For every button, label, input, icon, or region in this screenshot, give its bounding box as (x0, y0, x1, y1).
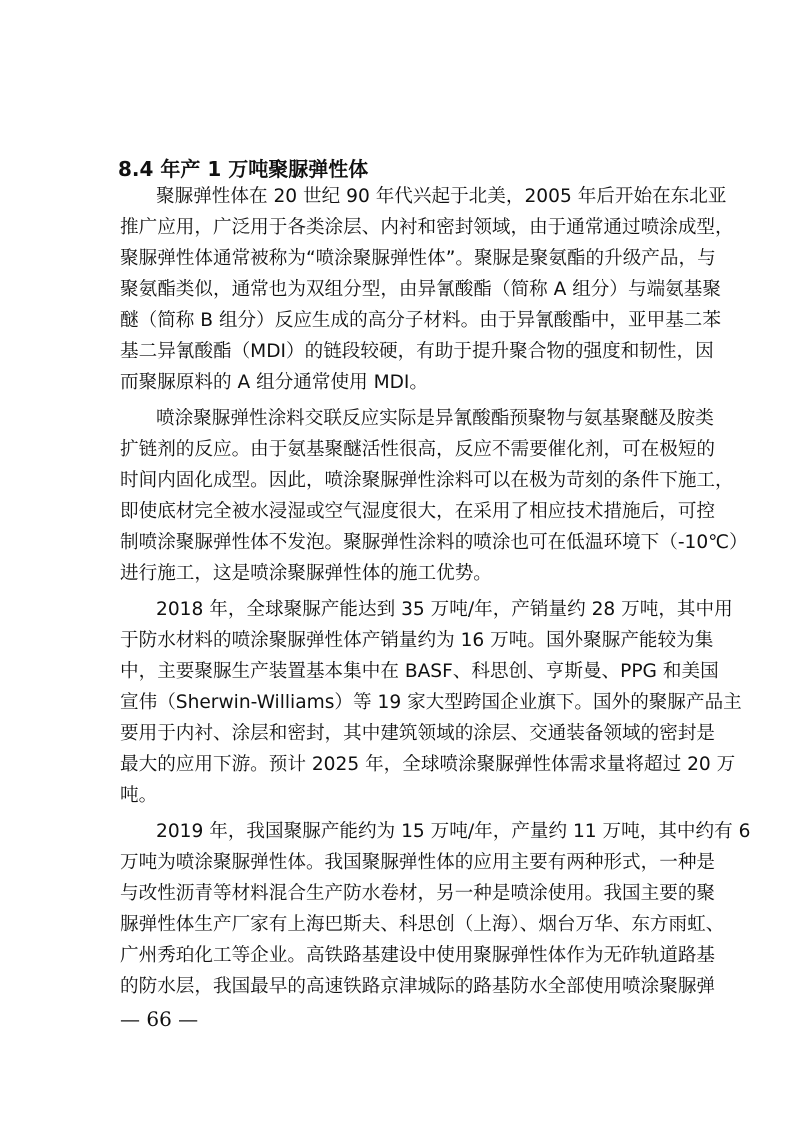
text-line: 制喷涂聚脲弹性体不发泡。聚脲弹性涂料的喷涂也可在低温环境下（-10℃） (120, 532, 748, 553)
text-line: 聚氨酯类似，通常也为双组分型，由异氰酸酯（简称 A 组分）与端氨基聚 (120, 279, 721, 300)
text-line: 时间内固化成型。因此，喷涂聚脲弹性涂料可以在极为苛刻的条件下施工， (120, 470, 734, 491)
text-line: 聚脲弹性体在 20 世纪 90 年代兴起于北美，2005 年后开始在东北亚 (156, 186, 727, 207)
text-line: 中，主要聚脲生产装置基本集中在 BASF、科思创、亨斯曼、PPG 和美国 (120, 661, 719, 682)
text-line: 推广应用，广泛用于各类涂层、内衬和密封领域，由于通常通过喷涂成型， (120, 217, 734, 238)
text-line: 醚（简称 B 组分）反应生成的高分子材料。由于异氰酸酯中，亚甲基二苯 (120, 310, 721, 331)
text-line: 要用于内衬、涂层和密封，其中建筑领域的涂层、交通装备领域的密封是 (120, 723, 716, 744)
text-line: 与改性沥青等材料混合生产防水卷材，另一种是喷涂使用。我国主要的聚 (120, 883, 716, 904)
text-line: 喷涂聚脲弹性涂料交联反应实际是异氰酸酯预聚物与氨基聚醚及胺类 (156, 408, 714, 429)
text-line: 聚脲弹性体通常被称为“喷涂聚脲弹性体”。聚脲是聚氨酯的升级产品，与 (120, 248, 716, 269)
text-line: 吨。 (120, 785, 158, 806)
text-line: 最大的应用下游。预计 2025 年，全球喷涂聚脲弹性体需求量将超过 20 万 (120, 754, 736, 775)
text-line: 扩链剂的反应。由于氨基聚醚活性很高，反应不需要催化剂，可在极短的 (120, 439, 716, 460)
text-line: 万吨为喷涂聚脲弹性体。我国聚脲弹性体的应用主要有两种形式，一种是 (120, 852, 716, 873)
text-line: 广州秀珀化工等企业。高铁路基建设中使用聚脲弹性体作为无砟轨道路基 (120, 945, 716, 966)
text-line: 的防水层，我国最早的高速铁路京津城际的路基防水全部使用喷涂聚脲弹 (120, 976, 716, 997)
text-line: 于防水材料的喷涂聚脲弹性体产销量约为 16 万吨。国外聚脲产能较为集 (120, 630, 714, 651)
text-line: 宣伟（Sherwin-Williams）等 19 家大型跨国企业旗下。国外的聚脲产品主 (120, 692, 742, 713)
text-line: 进行施工，这是喷涂聚脲弹性体的施工优势。 (120, 563, 492, 584)
text-line: 而聚脲原料的 A 组分通常使用 MDI。 (120, 372, 429, 393)
text-line: 2019 年，我国聚脲产能约为 15 万吨/年，产量约 11 万吨，其中约有 6 (156, 821, 751, 842)
text-line: 脲弹性体生产厂家有上海巴斯夫、科思创（上海）、烟台万华、东方雨虹、 (120, 914, 725, 935)
page-number: — 66 — (120, 1007, 199, 1031)
section-heading: 8.4 年产 1 万吨聚脲弹性体 (118, 157, 369, 181)
text-line: 即使底材完全被水浸湿或空气湿度很大，在采用了相应技术措施后，可控 (120, 501, 716, 522)
text-line: 2018 年，全球聚脲产能达到 35 万吨/年，产销量约 28 万吨，其中用 (156, 599, 733, 620)
text-line: 基二异氰酸酯（MDI）的链段较硬，有助于提升聚合物的强度和韧性，因 (120, 341, 714, 362)
